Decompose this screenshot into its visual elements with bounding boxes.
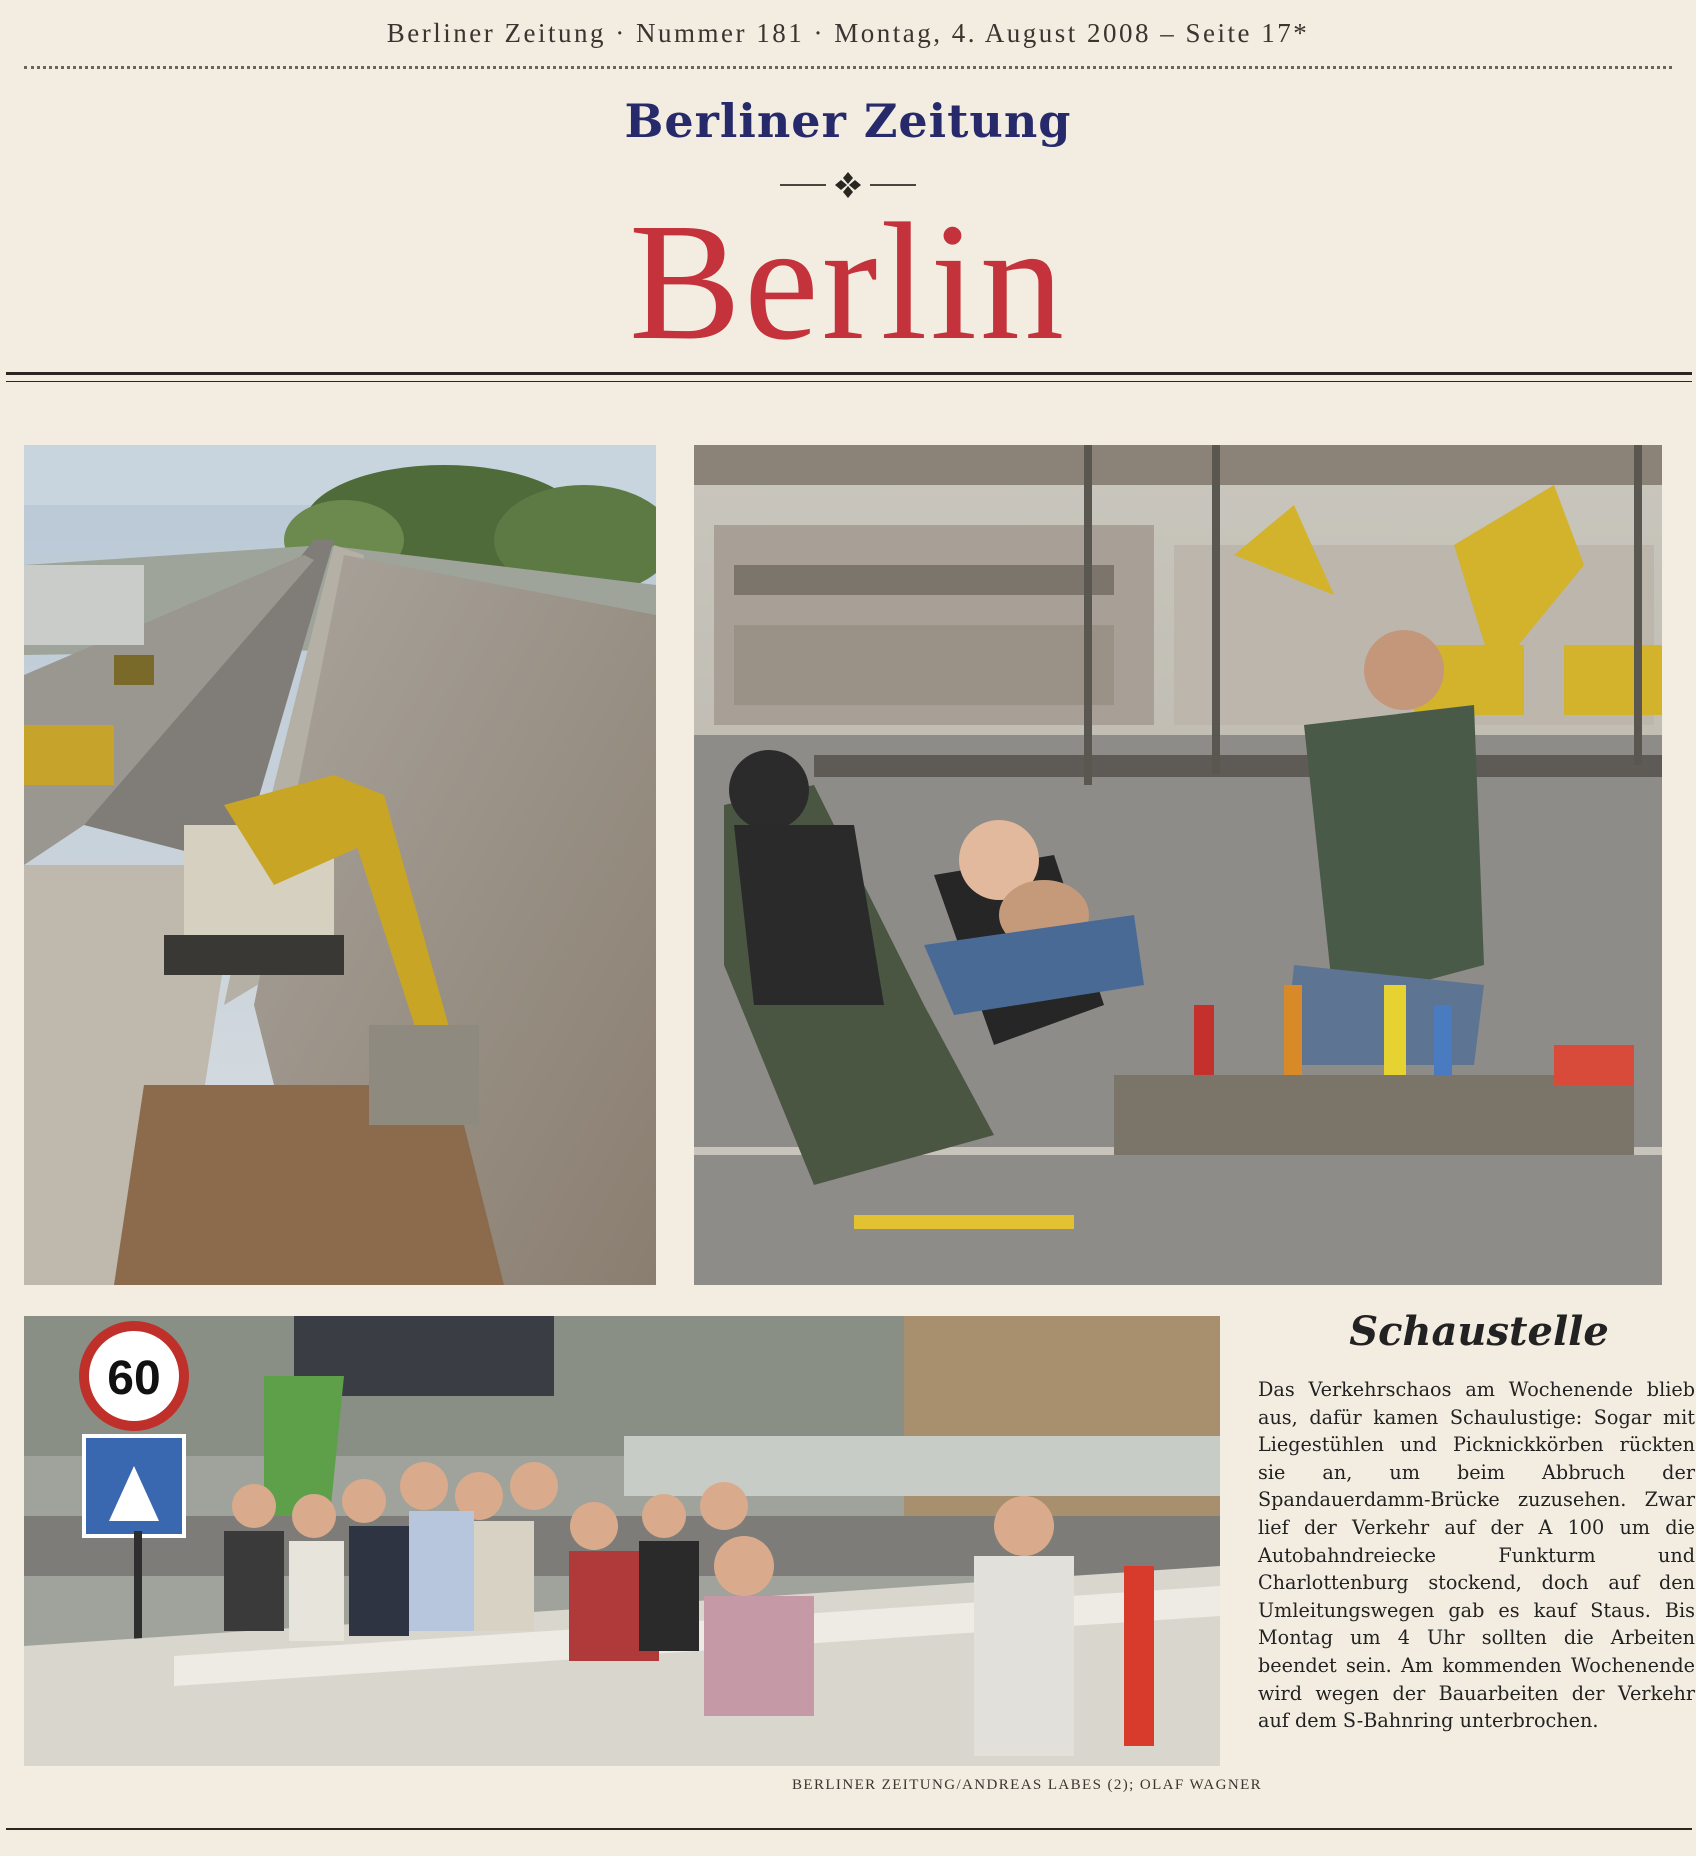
section-title: Berlin: [629, 189, 1067, 375]
article-headline: Schaustelle: [1349, 1308, 1609, 1355]
header-dotted-divider: [24, 66, 1672, 69]
section-rule-thin: [6, 381, 1692, 382]
photo-onlookers-at-wall: [24, 1316, 1220, 1766]
photo-picnic-spectators: [694, 445, 1662, 1285]
photo-demolition-excavator: [24, 445, 656, 1285]
photo-credit: BERLINER ZEITUNG/ANDREAS LABES (2); OLAF WAGNER: [792, 1777, 1263, 1793]
bottom-rule: [6, 1828, 1692, 1830]
speed-limit-sign-text: 60: [107, 1352, 161, 1405]
section-rule-thick: [6, 372, 1692, 375]
newspaper-masthead: Berliner Zeitung: [624, 94, 1072, 148]
article-body: Das Verkehrschaos am Wochenende blieb aus, dafür kamen Schaulustige: Sogar mit Liegestühlen und Picknickkörben rückten sie an, um beim Abbruch der Spandauerdamm-Brücke zuzusehen. Zwar lief der Verkehr auf der A 100 um die Autobahndreiecke Funkturm und Charlottenburg stockend, doch auf den Umleitungswegen gab es kauf Staus. Bis Montag um 4 Uhr sollten die Arbeiten beendet sein. Am kommenden Wochenende wird wegen der Bauarbeiten der Verkehr auf dem S-Bahnring unterbrochen.: [1258, 1378, 1695, 1733]
ornament-line-left: [780, 184, 826, 186]
ornament-line-right: [870, 184, 916, 186]
issue-header: Berliner Zeitung · Nummer 181 · Montag, 4. August 2008 – Seite 17*: [386, 18, 1310, 48]
